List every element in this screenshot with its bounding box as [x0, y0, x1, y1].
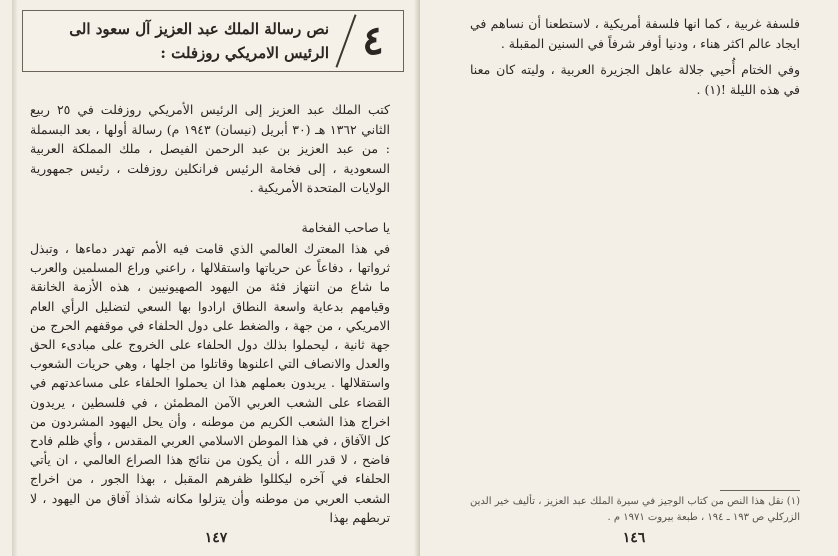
footnote-rule — [720, 490, 800, 491]
chapter-title: نص رسالة الملك عبد العزيز آل سعود الى الرئيس الامريكي روزفلت : — [69, 20, 329, 62]
chapter-header-box — [22, 10, 404, 72]
footnote: (١) نقل هذا النص من كتاب الوجيز في سيرة الملك عبد العزيز ، تأليف خير الدين الزركلي ص ١٩٣ ـ ١٩٤ ، طبعة بيروت ١٩٧١ م . — [470, 496, 800, 523]
page-edge-shadow — [12, 0, 18, 556]
page-number-left: ١٤٧ — [204, 530, 228, 546]
left-page — [0, 0, 418, 556]
page-number-right: ١٤٦ — [622, 530, 646, 546]
intro-paragraph: كتب الملك عبد العزيز إلى الرئيس الأمريكي روزفلت في ٢٥ ربيع الثاني ١٣٦٢ هـ (٣٠ أبريل (نيسان) ١٩٤٣ م) رسالة أولها ، بعد البسملة : من عبد العزيز بن عبد الرحمن الفيصل ، ملك المملكة العربية السعودية ، إلى فخامة الرئيس فرانكلين روزفلت ، رئيس جمهورية الولايات المتحدة الأمريكية . — [30, 102, 391, 195]
closing-paragraph-1: فلسفة غربية ، كما انها فلسفة أمريكية ، لاستطعنا أن نساهم في ايجاد عالم اكثر هناء ، ودنيا أوفر شرفاً في السنين المقبلة . — [470, 16, 800, 51]
closing-paragraph-2: وفي الختام أُحيي جلالة عاهل الجزيرة العربية ، وليته كان معنا في هذه الليلة !(١) . — [470, 62, 800, 97]
letter-body: في هذا المعترك العالمي الذي قامت فيه الأمم تهدر دماءها ، وتبذل ثرواتها ، دفاعاً عن حرياتها واستقلالها ، راعني وراع المسلمين والعرب ما شاع من انتهاز فئة من اليهود الصهيونيين ، هذه الأزمة الخانقة وقيامهم بدعاية واسعة النطاق ارادوا بها السعي لتضليل الرأي العام الامريكي ، من جهة ، والضغط على دول الحلفاء في موقفهم الحرج من جهة ثانية ، ليحملوا بذلك دول الحلفاء على الخروج على مبادىء الحق والعدل والانصاف التي اعلنوها وقاتلوا من اجلها ، وهي حريات الشعوب واستقلالها . يريدون بعملهم هذا ان يحملوا الحلفاء على مساعدتهم في القضاء على الشعب العربي الآمن المطمئن ، في فلسطين ، يريدون اخراج هذا الشعب الكريم من موطنه ، وأن يحل اليهود المشردون من كل الآفاق ، في هذا الموطن الاسلامي العربي المقدس ، وأي ظلم فادح فاضح ، لا قدر الله ، أن يكون من نتائج هذا الصراع العالمي ، ان يأتي الحلفاء في آخره ليكللوا ظفرهم المقبل ، بهذا الجور ، من اخراج الشعب العربي من موطنه وأن يتزلوا مكانه شذاذ آفاق من اليهود ، لا تربطهم بهذا — [30, 242, 390, 525]
salutation: يا صاحب الفخامة — [301, 220, 390, 235]
chapter-number: ٤ — [362, 17, 384, 64]
